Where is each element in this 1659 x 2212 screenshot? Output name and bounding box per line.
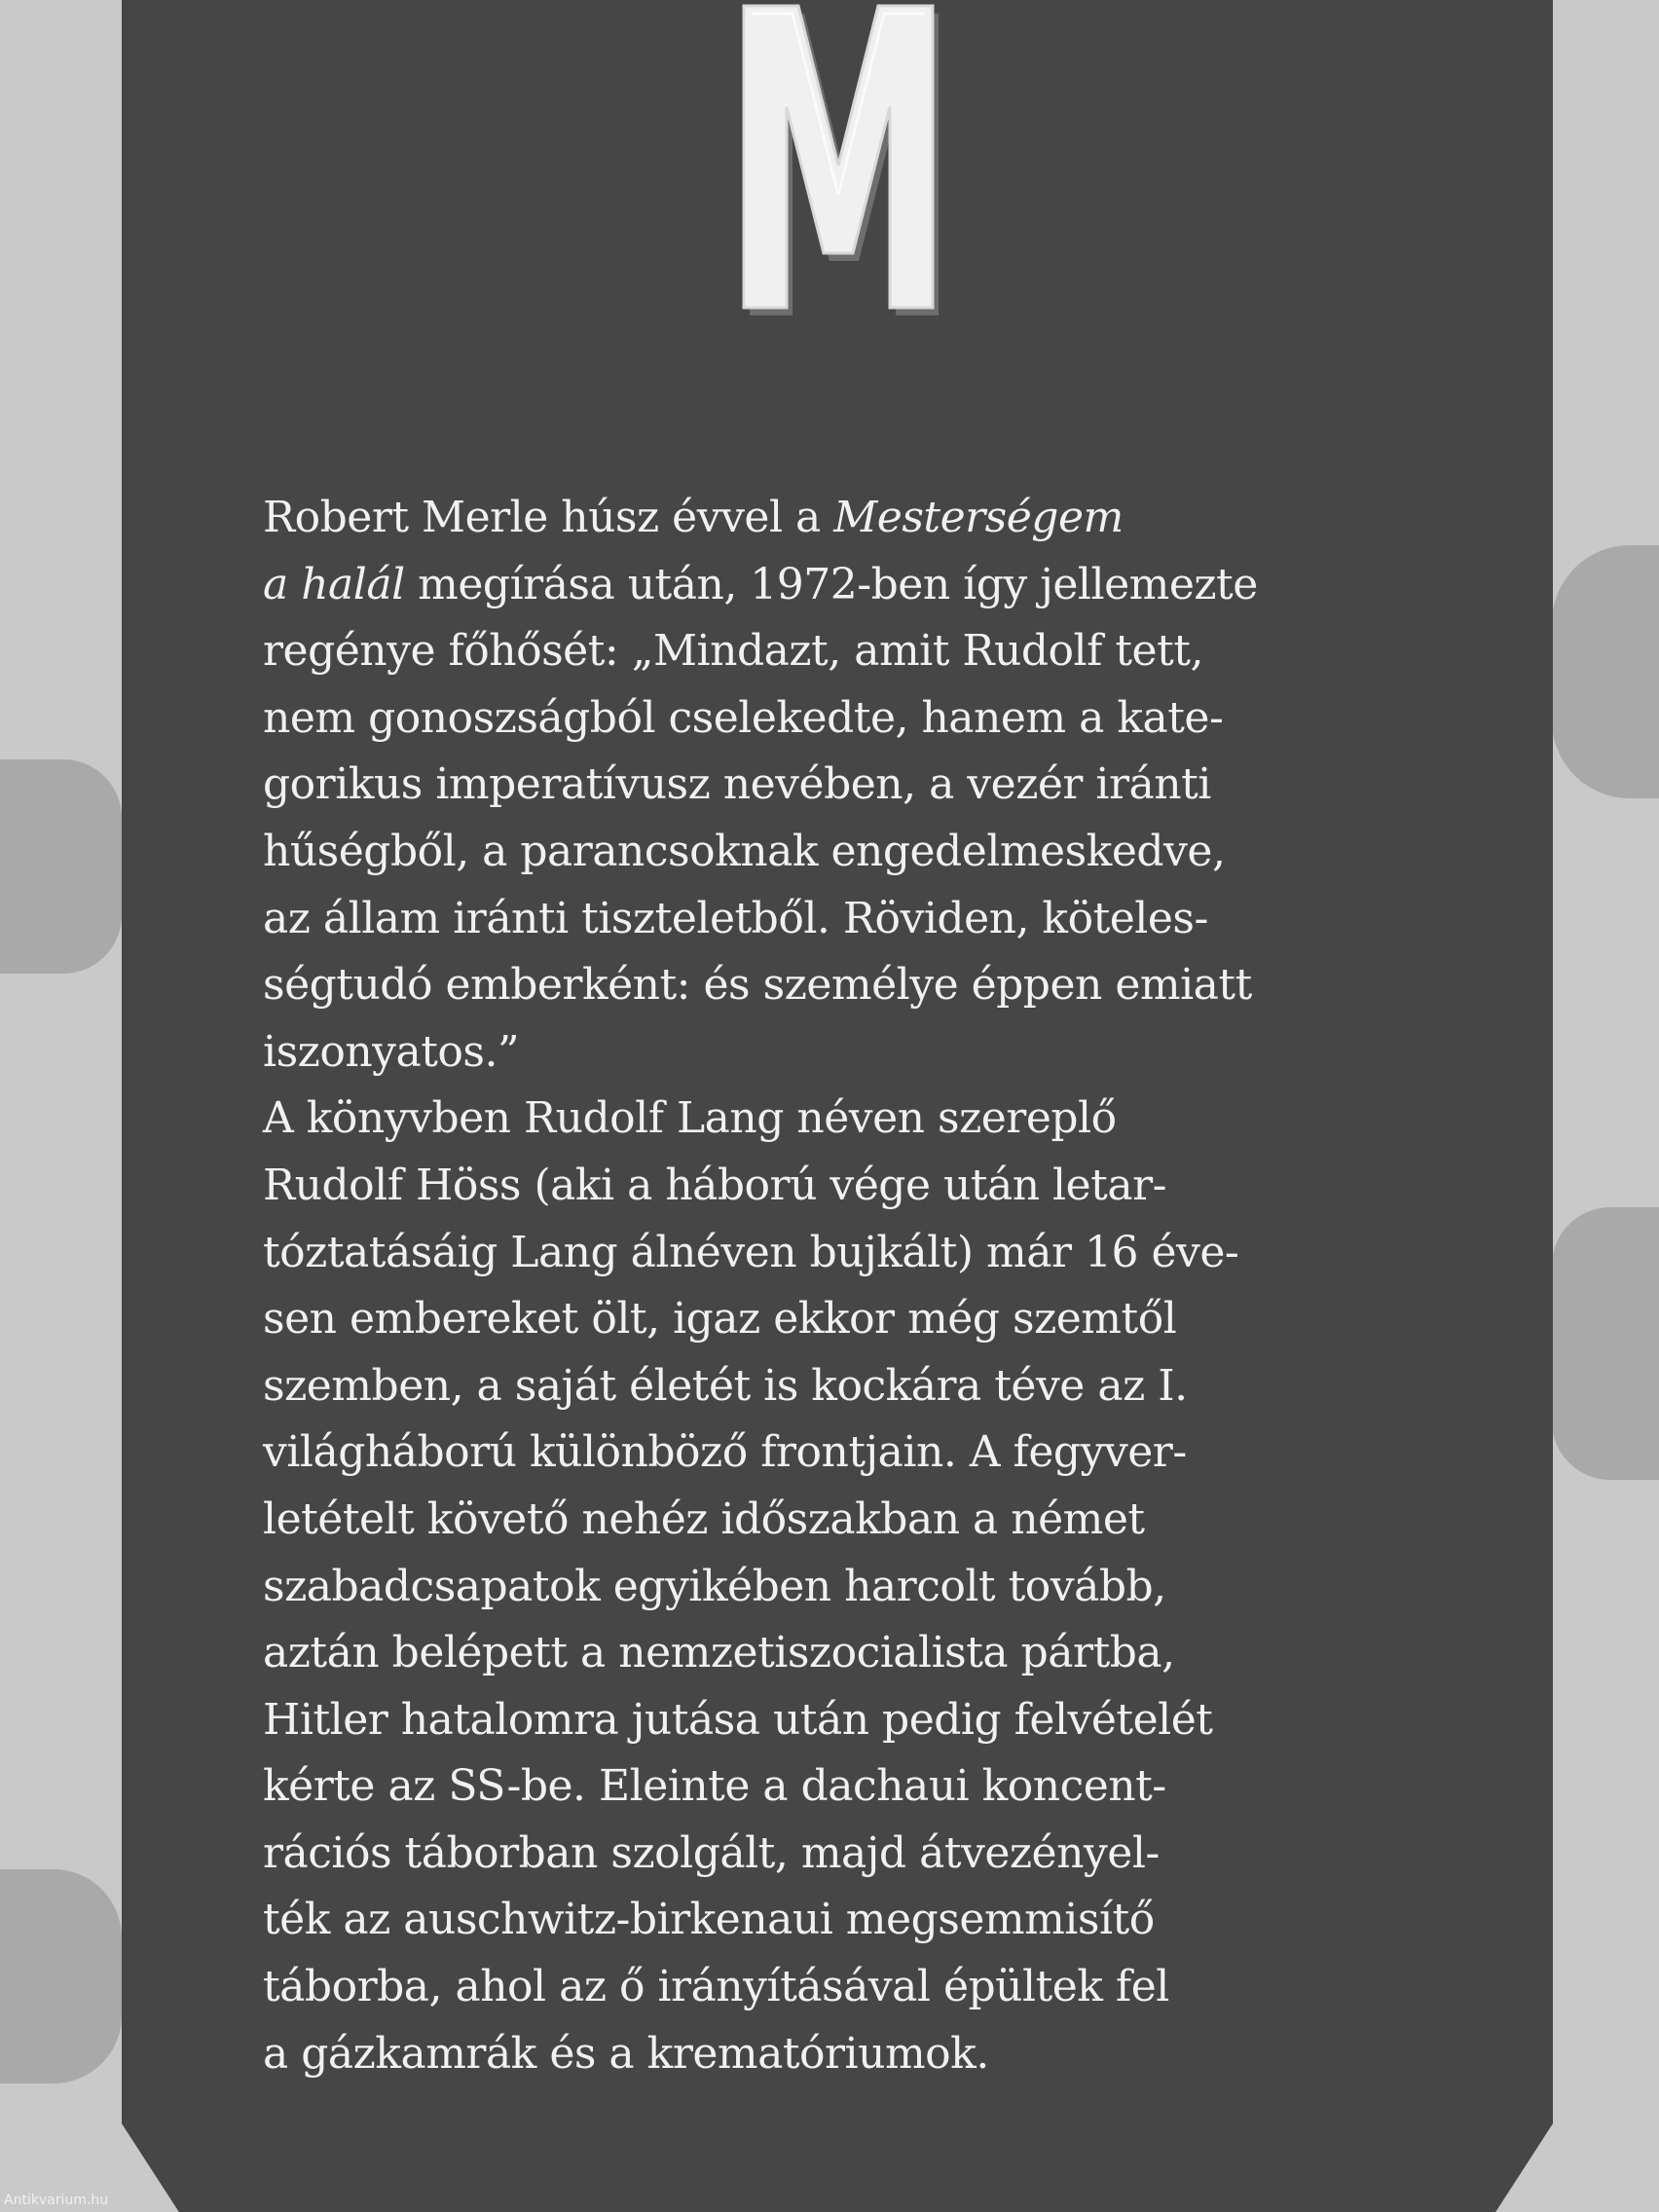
text-line — [263, 1419, 1431, 1487]
text-segment: iszonyatos.” — [263, 1026, 519, 1077]
book-description — [263, 485, 1431, 2087]
text-segment: tóztatásáig Lang álnéven bujkált) már 16 éve- — [263, 1227, 1239, 1277]
text-line — [263, 1019, 1431, 1087]
text-line — [263, 1620, 1431, 1687]
text-line — [263, 886, 1431, 953]
background-shape — [0, 1869, 122, 2083]
text-segment: táborba, ahol az ő irányításával épültek fel — [263, 1962, 1169, 2012]
text-line — [263, 1086, 1431, 1153]
text-segment: a gázkamrák és a krematóriumok. — [263, 2028, 989, 2079]
text-segment: Hitler hatalomra jutása után pedig felvételét — [263, 1694, 1213, 1745]
text-line — [263, 685, 1431, 753]
background-shape — [1552, 1207, 1659, 1480]
italic-title-segment: a halál — [263, 559, 405, 609]
italic-title-segment: Mesterségem — [833, 493, 1124, 542]
publisher-logo-m — [738, 0, 939, 316]
text-line — [263, 1753, 1431, 1821]
text-segment: hűségből, a parancsoknak engedelmeskedve, — [263, 826, 1226, 876]
background-shape — [0, 759, 122, 974]
text-line — [263, 1286, 1431, 1353]
text-line — [263, 552, 1431, 619]
paragraph — [263, 1086, 1431, 2087]
text-line — [263, 1887, 1431, 1954]
text-segment: szabadcsapatok egyikében harcolt tovább, — [263, 1561, 1166, 1611]
text-line — [263, 1554, 1431, 1621]
text-segment: nem gonoszságból cselekedte, hanem a kate- — [263, 692, 1224, 743]
watermark: Antikvarium.hu — [4, 2193, 109, 2208]
text-line — [263, 752, 1431, 819]
text-line — [263, 1954, 1431, 2021]
text-line — [263, 618, 1431, 685]
text-line — [263, 1353, 1431, 1420]
text-segment: Rudolf Höss (aki a háború vége után letar- — [263, 1160, 1166, 1210]
text-line — [263, 819, 1431, 886]
text-segment: megírása után, 1972-ben így jellemezte — [404, 559, 1258, 609]
text-line — [263, 485, 1431, 552]
text-segment: Robert Merle húsz évvel a — [263, 493, 834, 542]
text-segment: ségtudó emberként: és személye éppen emiatt — [263, 960, 1252, 1011]
text-segment: az állam iránti tiszteletből. Röviden, köteles- — [263, 893, 1208, 943]
text-line — [263, 952, 1431, 1019]
paragraph — [263, 485, 1431, 1086]
text-segment: ték az auschwitz-birkenaui megsemmisítő — [263, 1895, 1155, 1945]
text-segment: rációs táborban szolgált, majd átvezényel- — [263, 1827, 1160, 1878]
text-line — [263, 1220, 1431, 1287]
text-line — [263, 1153, 1431, 1220]
text-line — [263, 1487, 1431, 1554]
text-line — [263, 1821, 1431, 1888]
text-segment: gorikus imperatívusz nevében, a vezér iránti — [263, 759, 1211, 810]
background-shape — [1552, 545, 1659, 798]
text-segment: regénye főhősét: „Mindazt, amit Rudolf tett, — [263, 626, 1203, 677]
text-line — [263, 2021, 1431, 2088]
text-segment: szemben, a saját életét is kockára téve az I. — [263, 1360, 1188, 1411]
text-line — [263, 1687, 1431, 1754]
text-segment: sen embereket ölt, igaz ekkor még szemtől — [263, 1294, 1177, 1345]
text-segment: kérte az SS-be. Eleinte a dachaui koncent- — [263, 1761, 1166, 1812]
text-segment: letételt követő nehéz időszakban a német — [263, 1493, 1145, 1544]
text-segment: aztán belépett a nemzetiszocialista pártba, — [263, 1628, 1175, 1678]
text-segment: világháború különböző frontjain. A fegyver- — [263, 1427, 1187, 1478]
text-segment: A könyvben Rudolf Lang néven szereplő — [263, 1093, 1117, 1144]
